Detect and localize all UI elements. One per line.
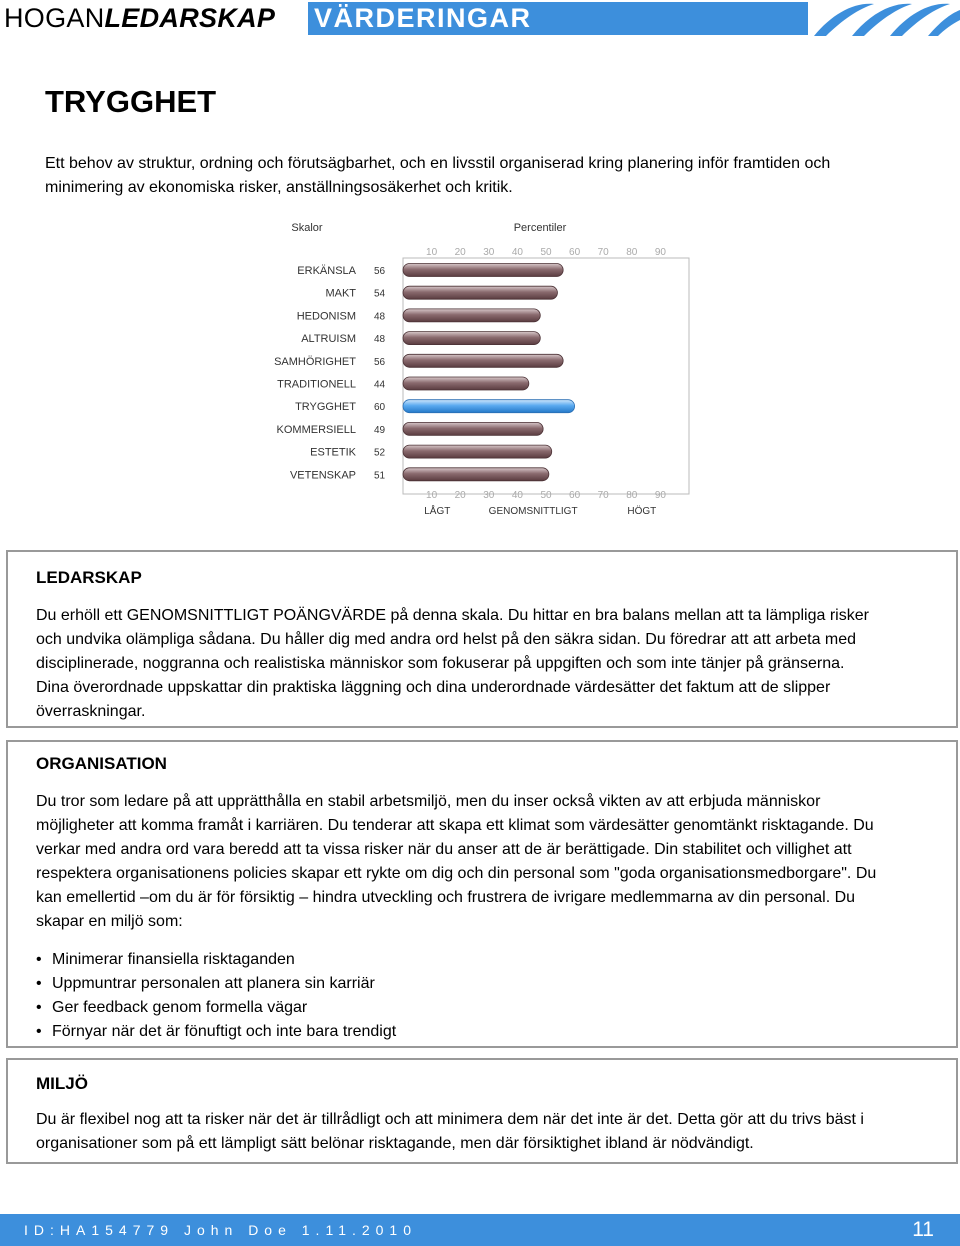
brand-wordmark <box>4 2 275 35</box>
bar-hedonism <box>403 309 540 322</box>
value-label: 60 <box>374 402 386 414</box>
category-label: MAKT <box>325 287 356 300</box>
top-tick-label: 60 <box>569 247 581 258</box>
bullet-list <box>36 948 396 1044</box>
text-line: och undvika olämpliga sådana. Du håller dig med andra ord helst på den säkra sidan. Du föredrar att att arbeta med <box>36 631 857 648</box>
section-name: VÄRDERINGAR <box>314 3 532 33</box>
text-line: Du erhöll ett GENOMSNITTLIGT POÄNGVÄRDE på denna skala. Du hittar en bra balans mellan att ta lämpliga risker <box>36 607 869 624</box>
percentile-header: Percentiler <box>513 222 567 234</box>
category-label: KOMMERSIELL <box>276 423 356 436</box>
organisation-text <box>36 790 936 934</box>
value-label: 52 <box>374 447 386 459</box>
bottom-tick-label: 40 <box>511 490 523 501</box>
scales-header: Skalor <box>291 222 323 234</box>
band-labels <box>424 504 656 517</box>
text-line: Du tror som ledare på att upprätthålla en stabil arbetsmiljö, men du inser också vikten av att erbjuda människor <box>36 793 821 810</box>
top-tick-labels <box>426 247 666 258</box>
value-label: 54 <box>374 288 386 300</box>
top-tick-label: 70 <box>597 247 609 258</box>
organisation-section <box>6 740 958 1048</box>
text-line: respektera organisationens policies skapar ett rykte om dig och din personal som "goda organisationsmedborgare". Du <box>36 865 877 882</box>
category-label: TRYGGHET <box>295 401 356 414</box>
top-tick-label: 40 <box>511 247 523 258</box>
top-tick-label: 80 <box>626 247 638 258</box>
top-tick-label: 30 <box>483 247 495 258</box>
bar-erkänsla <box>403 264 563 277</box>
brand-hogan: HOGAN <box>4 3 105 33</box>
top-tick-label: 50 <box>540 247 552 258</box>
list-item: • Ger feedback genom formella vägar <box>36 996 396 1020</box>
bottom-tick-label: 80 <box>626 490 638 501</box>
organisation-title: ORGANISATION <box>36 754 167 773</box>
bottom-tick-label: 20 <box>454 490 466 501</box>
value-label: 56 <box>374 356 386 368</box>
bar-traditionell <box>403 377 529 390</box>
bar-samhörighet <box>403 354 563 367</box>
bar-vetenskap <box>403 468 549 481</box>
text-line: överraskningar. <box>36 703 146 720</box>
page-footer <box>0 1214 960 1246</box>
top-tick-label: 20 <box>454 247 466 258</box>
category-label: VETENSKAP <box>289 469 356 482</box>
category-label: ERKÄNSLA <box>297 265 356 277</box>
swoosh-logo-icon <box>812 0 960 38</box>
ledarskap-text <box>36 604 936 724</box>
band-label: LÅGT <box>424 506 451 517</box>
text-line: Du är flexibel nog att ta risker när det är tillrådligt och att minimera dem när det inte är det. Detta gör att du trivs bäst i <box>36 1111 864 1128</box>
list-item: • Uppmuntrar personalen att planera sin karriär <box>36 972 396 996</box>
report-id: ID:HA154779 John Doe 1.11.2010 <box>24 1222 418 1238</box>
list-item: • Minimerar finansiella risktaganden <box>36 948 396 972</box>
category-label: SAMHÖRIGHET <box>274 355 356 368</box>
page-header <box>0 0 960 40</box>
miljo-title: MILJÖ <box>36 1074 88 1093</box>
top-tick-label: 90 <box>654 247 666 258</box>
bottom-tick-label: 50 <box>540 490 552 501</box>
bar-estetik <box>403 445 552 458</box>
band-label: HÖGT <box>627 506 657 517</box>
bar-kommersiell <box>403 422 543 435</box>
category-labels <box>274 265 357 481</box>
text-line: disciplinerade, noggranna och realistiska människor som fokuserar på uppgiften och som inte tänjer på gränserna. <box>36 655 845 672</box>
text-line: möjligheter att komma framåt i karriären. Du tenderar att skapa ett klimat som värdesätter genomtänkt risktagande. Du <box>36 817 874 834</box>
text-line: skapar en miljö som: <box>36 913 183 930</box>
bottom-tick-label: 10 <box>426 490 438 501</box>
text-line: organisationer som på ett lämpligt sätt belönar risktagande, men där försiktighet ibland är nödvändigt. <box>36 1135 754 1152</box>
bottom-tick-label: 30 <box>483 490 495 501</box>
brand-ledarskap: LEDARSKAP <box>104 3 276 33</box>
band-label: GENOMSNITTLIGT <box>488 506 578 517</box>
value-label: 44 <box>374 379 386 391</box>
ledarskap-title: LEDARSKAP <box>36 568 142 587</box>
bottom-tick-labels <box>426 490 666 501</box>
category-label: ALTRUISM <box>301 333 356 346</box>
top-tick-label: 10 <box>426 247 438 258</box>
value-label: 48 <box>374 311 386 323</box>
category-label: HEDONISM <box>296 310 356 323</box>
value-label: 49 <box>374 424 386 436</box>
category-label: TRADITIONELL <box>277 378 356 391</box>
value-label: 51 <box>374 470 386 482</box>
category-label: ESTETIK <box>310 446 356 459</box>
bar-makt <box>403 286 557 299</box>
page-title: TRYGGHET <box>45 84 217 119</box>
percentile-chart <box>0 210 960 530</box>
scale-description: Ett behov av struktur, ordning och förutsägbarhet, och en livsstil organiserad kring planering inför framtiden och minimering av ekonomiska risker, anställningsosäkerhet och kritik. <box>45 155 831 196</box>
ledarskap-section <box>6 550 958 728</box>
value-label: 48 <box>374 334 386 346</box>
bar-altruism <box>403 332 540 345</box>
text-line: verkar med andra ord vara beredd att ta vissa risker när du anser att de är berättigade. Din stabilitet och villighet att <box>36 841 852 858</box>
bottom-tick-label: 60 <box>569 490 581 501</box>
miljo-text <box>36 1108 936 1156</box>
page-number: 11 <box>912 1218 934 1241</box>
text-line: Dina överordnade uppskattar din praktiska läggning och dina underordnade värdesätter det faktum att de slipper <box>36 679 831 696</box>
value-labels <box>374 266 386 481</box>
text-line: kan emellertid –om du är för försiktig – hindra utveckling och frustrera de ivrigare medlemmarna av din personal. Du <box>36 889 856 906</box>
bottom-tick-label: 90 <box>654 490 666 501</box>
value-label: 56 <box>374 266 386 277</box>
bar-trygghet <box>403 400 575 413</box>
bottom-tick-label: 70 <box>597 490 609 501</box>
list-item: • Förnyar när det är fönuftigt och inte bara trendigt <box>36 1020 396 1044</box>
miljo-section <box>6 1058 958 1164</box>
